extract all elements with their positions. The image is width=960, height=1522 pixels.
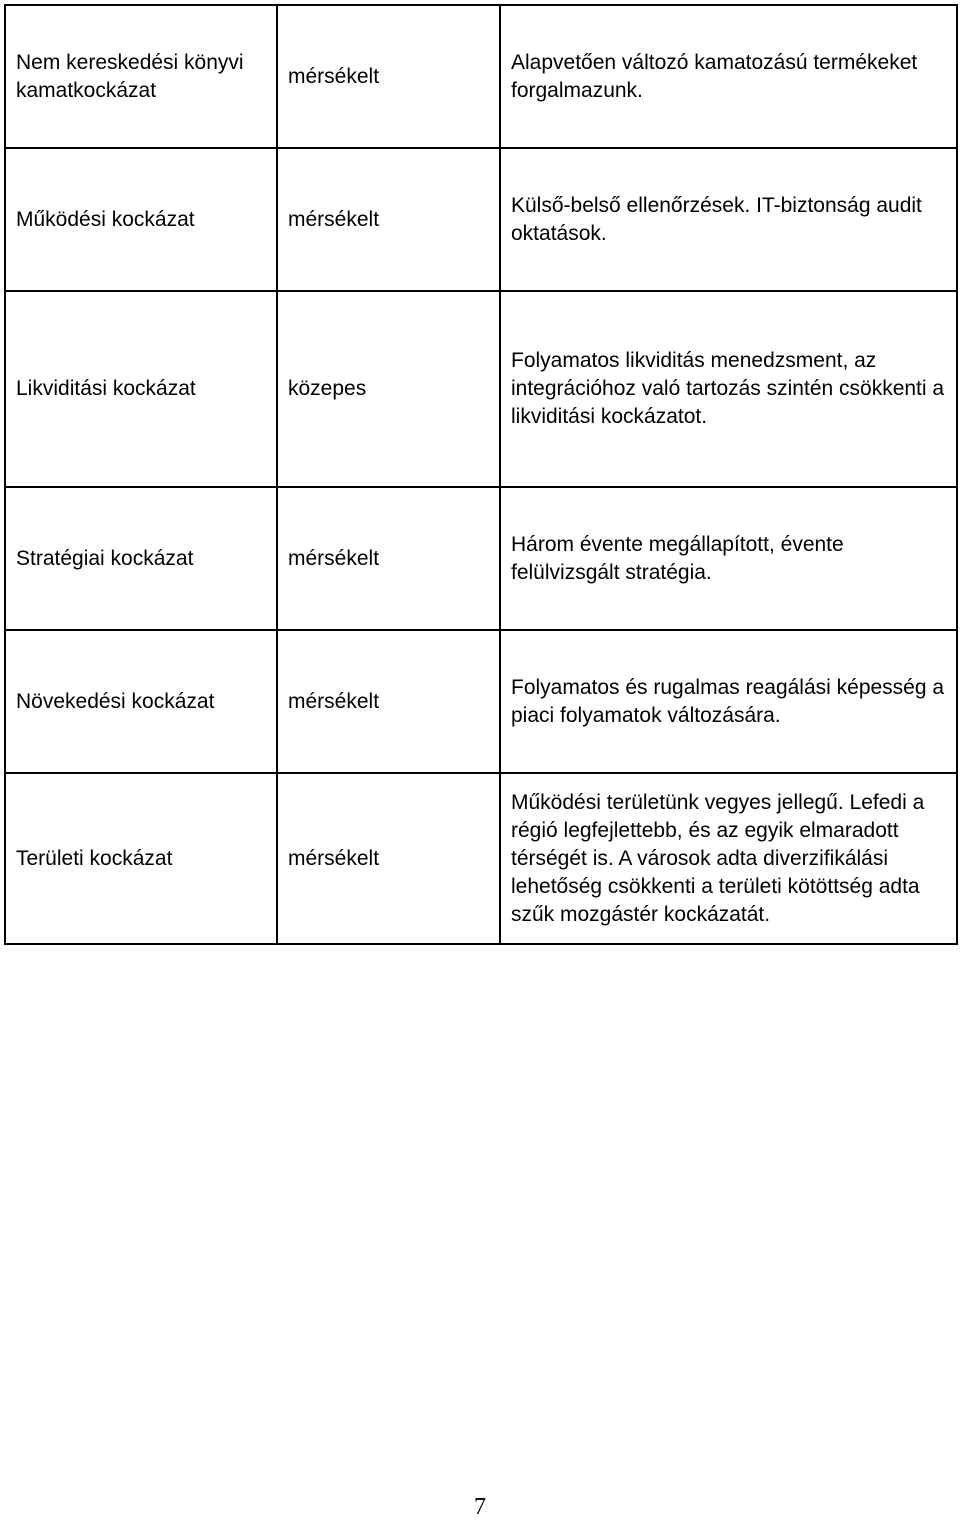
page-number: 7 xyxy=(474,1494,486,1520)
table-row xyxy=(5,487,957,630)
table-row xyxy=(5,5,957,148)
table-row xyxy=(5,148,957,291)
risk-measure-cell: Folyamatos és rugalmas reagálási képesség a piaci folyamatok változására. xyxy=(500,630,957,773)
risk-level-cell: mérsékelt xyxy=(277,630,500,773)
risk-level-cell: mérsékelt xyxy=(277,148,500,291)
risk-measure-cell: Működési területünk vegyes jellegű. Lefedi a régió legfejlettebb, és az egyik elmaradott térségét is. A városok adta diverzifikálási lehetőség csökkenti a területi kötöttség adta szűk mozgástér kockázatát. xyxy=(500,773,957,944)
risk-measure-cell: Alapvetően változó kamatozású termékeket forgalmazunk. xyxy=(500,5,957,148)
risk-name-cell: Területi kockázat xyxy=(5,773,277,944)
risk-name-cell: Stratégiai kockázat xyxy=(5,487,277,630)
risk-name-cell: Növekedési kockázat xyxy=(5,630,277,773)
risk-table xyxy=(4,4,958,945)
risk-level-cell: mérsékelt xyxy=(277,487,500,630)
risk-measure-cell: Folyamatos likviditás menedzsment, az integrációhoz való tartozás szintén csökkenti a likviditási kockázatot. xyxy=(500,291,957,487)
table-row xyxy=(5,291,957,487)
risk-level-cell: közepes xyxy=(277,291,500,487)
risk-level-cell: mérsékelt xyxy=(277,773,500,944)
risk-name-cell: Működési kockázat xyxy=(5,148,277,291)
risk-level-cell: mérsékelt xyxy=(277,5,500,148)
table-row xyxy=(5,773,957,944)
table-row xyxy=(5,630,957,773)
risk-measure-cell: Külső-belső ellenőrzések. IT-biztonság audit oktatások. xyxy=(500,148,957,291)
risk-name-cell: Nem kereskedési könyvi kamatkockázat xyxy=(5,5,277,148)
risk-measure-cell: Három évente megállapított, évente felülvizsgált stratégia. xyxy=(500,487,957,630)
risk-name-cell: Likviditási kockázat xyxy=(5,291,277,487)
